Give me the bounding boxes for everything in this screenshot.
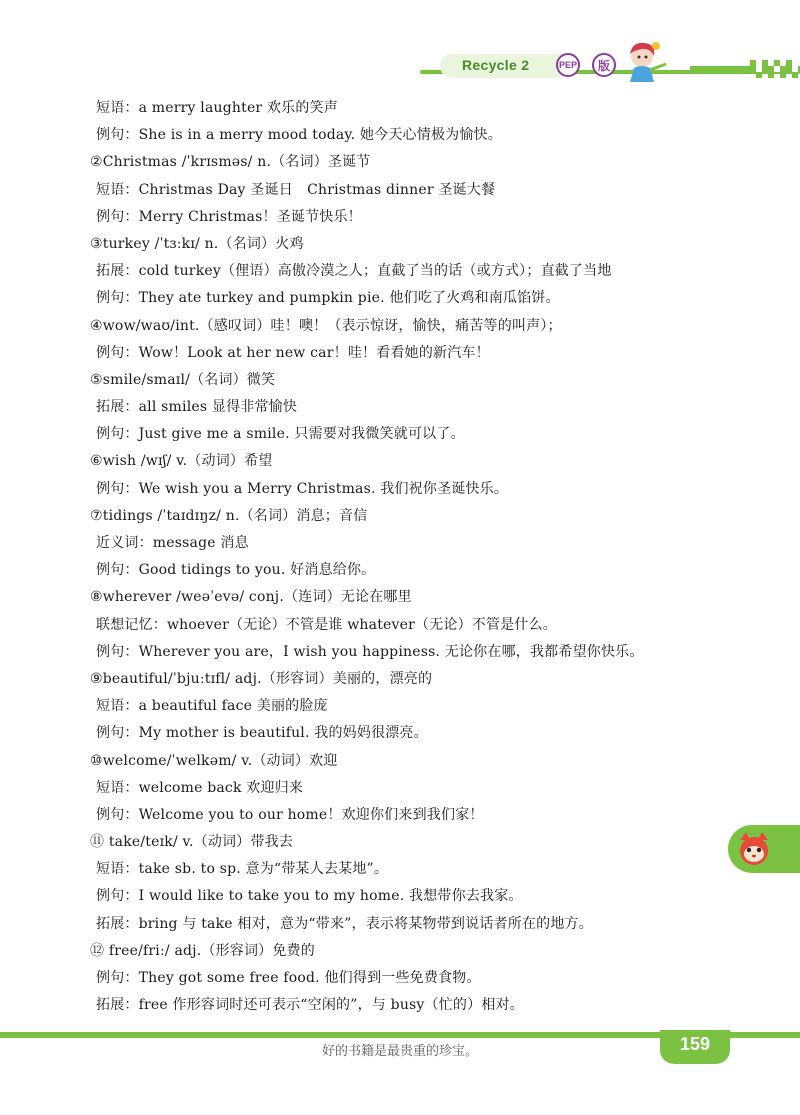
page-number: 159 xyxy=(679,1034,711,1054)
text-line: 例句：Wherever you are，I wish you happiness. 无论你在哪，我都希望你快乐。 xyxy=(96,643,644,660)
text-line: 拓展：all smiles 显得非常愉快 xyxy=(96,399,298,416)
entry-heading: ③turkey /ˈtɜːkɪ/ n.（名词）火鸡 xyxy=(90,235,304,252)
text-line: 例句：She is in a merry mood today. 她今天心情极为愉快。 xyxy=(96,127,502,144)
edition-badge: 版 xyxy=(592,53,616,77)
cartoon-face-icon xyxy=(736,830,772,868)
text-line: 例句：We wish you a Merry Christmas. 我们祝你圣诞快乐。 xyxy=(96,480,509,497)
entry-heading: ⑧wherever /weəˈevə/ conj.（连词）无论在哪里 xyxy=(90,589,412,606)
text-line: 例句：Welcome you to our home！欢迎你们来到我们家！ xyxy=(96,806,484,823)
entry-heading: ⑥wish /wɪʃ/ v.（动词）希望 xyxy=(90,453,273,470)
text-line: 例句：My mother is beautiful. 我的妈妈很漂亮。 xyxy=(96,725,428,742)
text-line: 近义词：message 消息 xyxy=(96,535,249,551)
text-line: 例句：Merry Christmas！圣诞节快乐！ xyxy=(96,208,362,225)
text-line: 拓展：cold turkey（俚语）高傲冷漠之人；直截了当的话（或方式）；直截了当地 xyxy=(96,263,612,280)
text-line: 短语：a merry laughter 欢乐的笑声 xyxy=(96,100,338,116)
pep-badge: PEP xyxy=(556,53,580,77)
entry-heading: ⑦tidings /ˈtaɪdɪŋz/ n.（名词）消息；音信 xyxy=(90,507,368,524)
text-line: 短语：Christmas Day 圣诞日 Christmas dinner 圣诞大餐 xyxy=(96,181,496,198)
entry-heading: ⑨beautiful/ˈbjuːtɪfl/ adj.（形容词）美丽的，漂亮的 xyxy=(90,670,433,687)
text-line: 短语：welcome back 欢迎归来 xyxy=(96,779,304,796)
unit-title: Recycle 2 xyxy=(462,57,530,73)
text-line: 例句：They got some free food. 他们得到一些免费食物。 xyxy=(96,970,481,986)
entry-heading: ②Christmas /ˈkrɪsməs/ n.（名词）圣诞节 xyxy=(90,154,371,171)
entry-heading: ④wow/waʊ/int.（感叹词）哇！噢！（表示惊讶，愉快，痛苦等的叫声）； xyxy=(90,317,562,334)
text-line: 例句：I would like to take you to my home. 我想带你去我家。 xyxy=(96,888,523,905)
text-line: 短语：a beautiful face 美丽的脸庞 xyxy=(96,698,328,715)
footer-motto: 好的书籍是最贵重的珍宝。 xyxy=(321,1044,478,1059)
mascot-girl-icon xyxy=(620,38,670,84)
page-header xyxy=(0,0,800,90)
entry-heading: ⑤smile/smaɪl/（名词）微笑 xyxy=(90,371,276,388)
entry-heading: ⑩welcome/ˈwelkəm/ v.（动词）欢迎 xyxy=(90,752,338,769)
text-line: 例句：They ate turkey and pumpkin pie. 他们吃了火鸡和南瓜馅饼。 xyxy=(96,290,560,307)
text-line: 例句：Just give me a smile. 只需要对我微笑就可以了。 xyxy=(96,426,465,443)
entry-heading: ⑪ take/teɪk/ v.（动词）带我去 xyxy=(90,834,294,851)
text-line: 短语：take sb. to sp. 意为“带某人去某地”。 xyxy=(96,861,389,878)
text-line: 联想记忆：whoever（无论）不管是谁 whatever（无论）不管是什么。 xyxy=(96,616,557,633)
text-line: 拓展：free 作形容词时还可表示“空闲的”，与 busy（忙的）相对。 xyxy=(96,997,524,1014)
vocabulary-list xyxy=(90,95,760,1019)
entry-heading: ⑫ free/friː/ adj.（形容词）免费的 xyxy=(90,942,315,959)
text-line: 拓展：bring 与 take 相对，意为“带来”，表示将某物带到说话者所在的地方。 xyxy=(96,915,593,932)
text-line: 例句：Wow！Look at her new car！哇！看看她的新汽车！ xyxy=(96,344,490,361)
checker-pattern-icon xyxy=(690,60,800,78)
text-line: 例句：Good tidings to you. 好消息给你。 xyxy=(96,562,376,579)
